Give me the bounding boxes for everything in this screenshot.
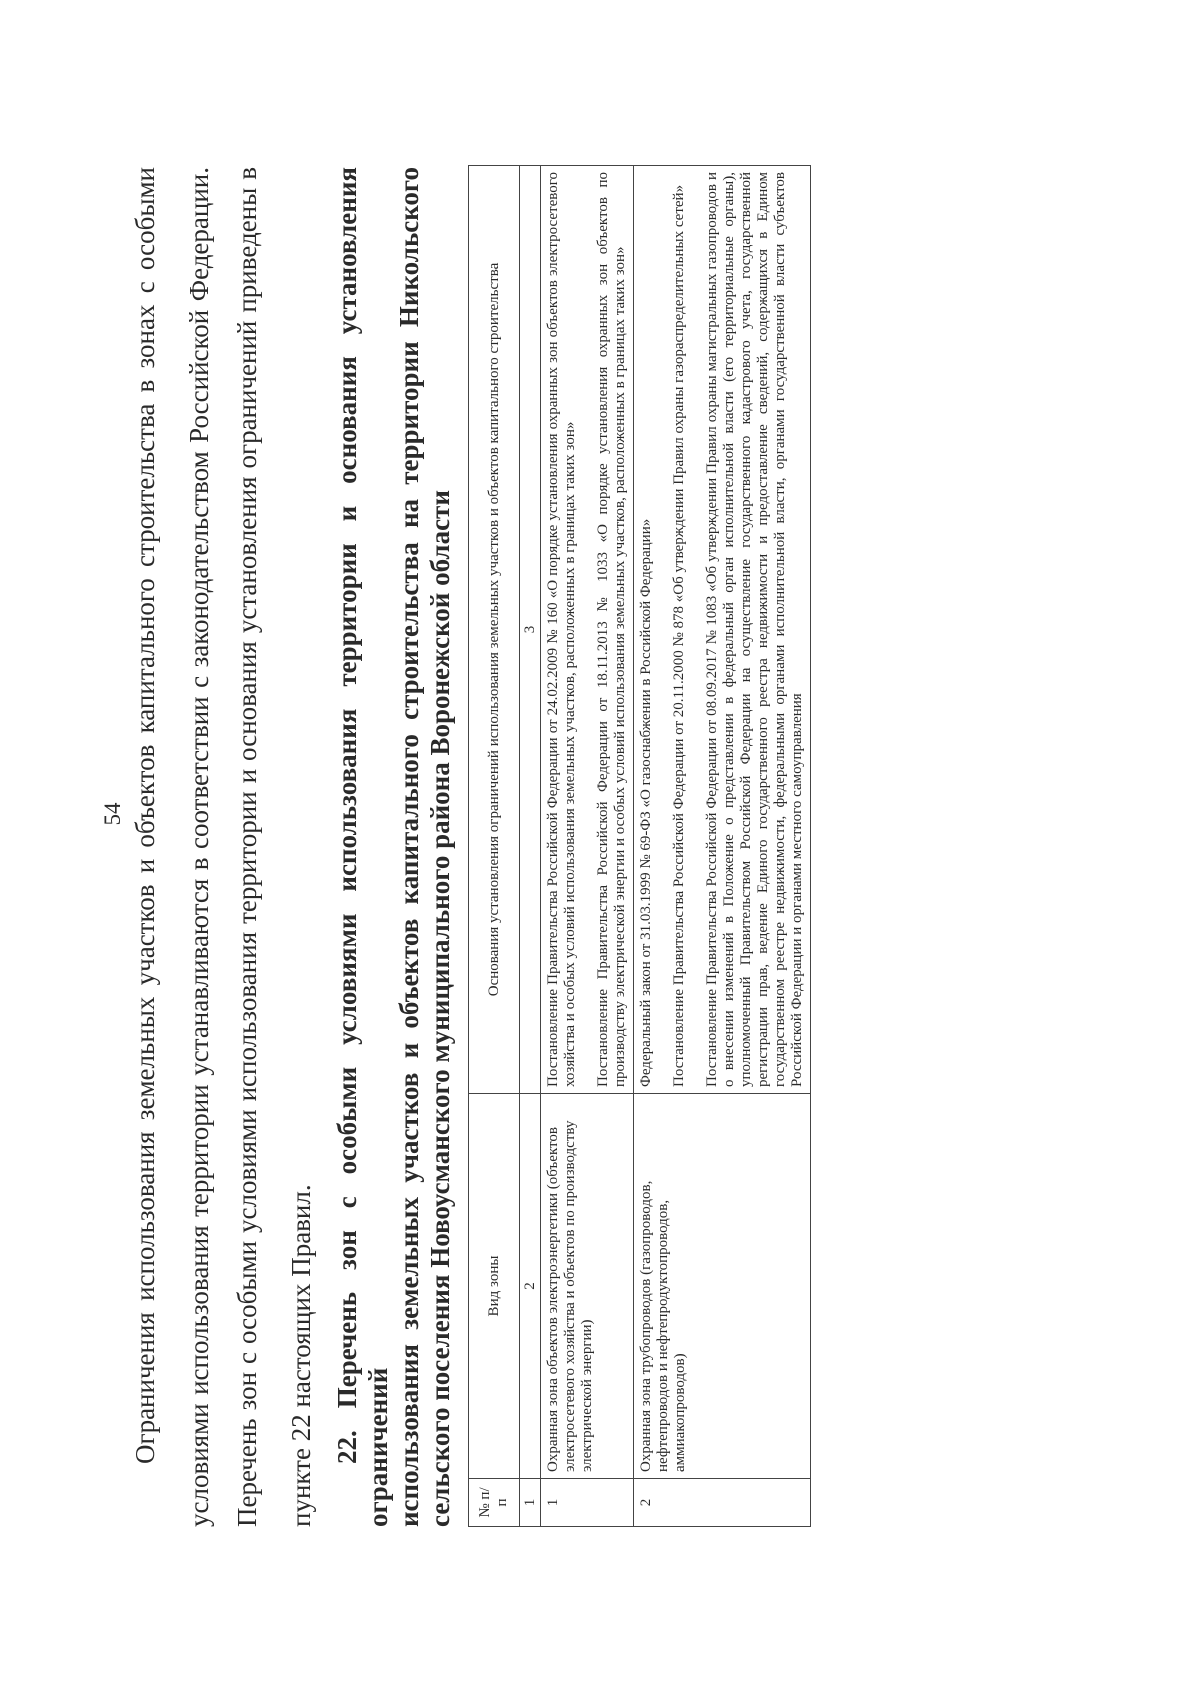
header-basis: Основания установления ограничений использования земельных участков и объектов капитального строительства xyxy=(469,166,520,1094)
reference-paragraph xyxy=(220,167,328,1527)
zone-type-cell: Охранная зона объектов электроэнергетики (объектов электросетевого хозяйства и объектов по производству электрической энергии) xyxy=(541,1094,634,1479)
reference-paragraph-line: Перечень зон с особыми условиями использования территории и основания установления ограничений приведены в xyxy=(232,167,262,1527)
column-number: 2 xyxy=(520,1094,541,1479)
section-heading-line: использования земельных участков и объектов капитального строительства на территории Никольского xyxy=(394,167,424,1527)
reference-paragraph-line: пункте 22 настоящих Правил. xyxy=(286,1184,316,1527)
zones-table xyxy=(468,165,811,1527)
basis-cell xyxy=(634,166,811,1094)
section-heading xyxy=(332,167,456,1527)
header-number: № п/п xyxy=(469,1479,520,1527)
row-number: 2 xyxy=(634,1479,811,1527)
basis-item: Федеральный закон от 31.03.1999 № 69-ФЗ «О газоснабжении в Российской Федерации» xyxy=(638,518,654,1087)
table-row xyxy=(541,166,634,1527)
section-heading-line: 22. Перечень зон с особыми условиями использования территории и основания установления ограничений xyxy=(332,167,393,1527)
basis-cell xyxy=(541,166,634,1094)
column-number: 1 xyxy=(520,1479,541,1527)
basis-item: Постановление Правительства Российской Федерации от 08.09.2017 № 1083 «Об утверждении Правил охраны магистральных газопроводов и о внесении изменений в Положение о представлении в федеральный орган исполнительной власти (его территориальные органы), уполномоченный Правительством Российской Федерации на осуществление государственного кадастрового учета, государственной регистрации прав, ведение Единого государственного реестра недвижимости и предоставление сведений, содержащихся в Едином государственном реестре недвижимости, федеральными органами исполнительной власти, органами государственной власти субъектов Российской Федерации и органами местного самоуправления xyxy=(704,172,805,1087)
header-zone-type: Вид зоны xyxy=(469,1094,520,1479)
page-number: 54 xyxy=(100,802,125,826)
column-number: 3 xyxy=(520,166,541,1094)
section-heading-line: сельского поселения Новоусманского муниципального района Воронежской области xyxy=(425,490,455,1527)
intro-paragraph-line: условиями использования территории устанавливаются в соответствии с законодательством Российской Федерации. xyxy=(184,167,214,1527)
basis-item: Постановление Правительства Российской Федерации от 18.11.2013 № 1033 «О порядке установления охранных зон объектов по производству электрической энергии и особых условий использования земельных участков, расположенных в границах таких зон» xyxy=(595,172,628,1087)
table-header-row xyxy=(469,166,520,1527)
row-number: 1 xyxy=(541,1479,634,1527)
table-row xyxy=(634,166,811,1527)
zone-type-cell: Охранная зона трубопроводов (газопроводов, нефтепроводов и нефтепродуктопроводов, аммиакопроводов) xyxy=(634,1094,811,1479)
basis-item: Постановление Правительства Российской Федерации от 24.02.2009 № 160 «О порядке установления охранных зон объектов электросетевого хозяйства и особых условий использования земельных участков, расположенных в границах таких зон» xyxy=(545,172,578,1087)
basis-item: Постановление Правительства Российской Федерации от 20.11.2000 № 878 «Об утверждении Правил охраны газораспределительных сетей» xyxy=(671,184,687,1087)
intro-paragraph-line: Ограничения использования земельных участков и объектов капитального строительства в зонах с особыми xyxy=(130,167,160,1464)
intro-paragraph xyxy=(118,167,226,1527)
column-number-row xyxy=(520,166,541,1527)
